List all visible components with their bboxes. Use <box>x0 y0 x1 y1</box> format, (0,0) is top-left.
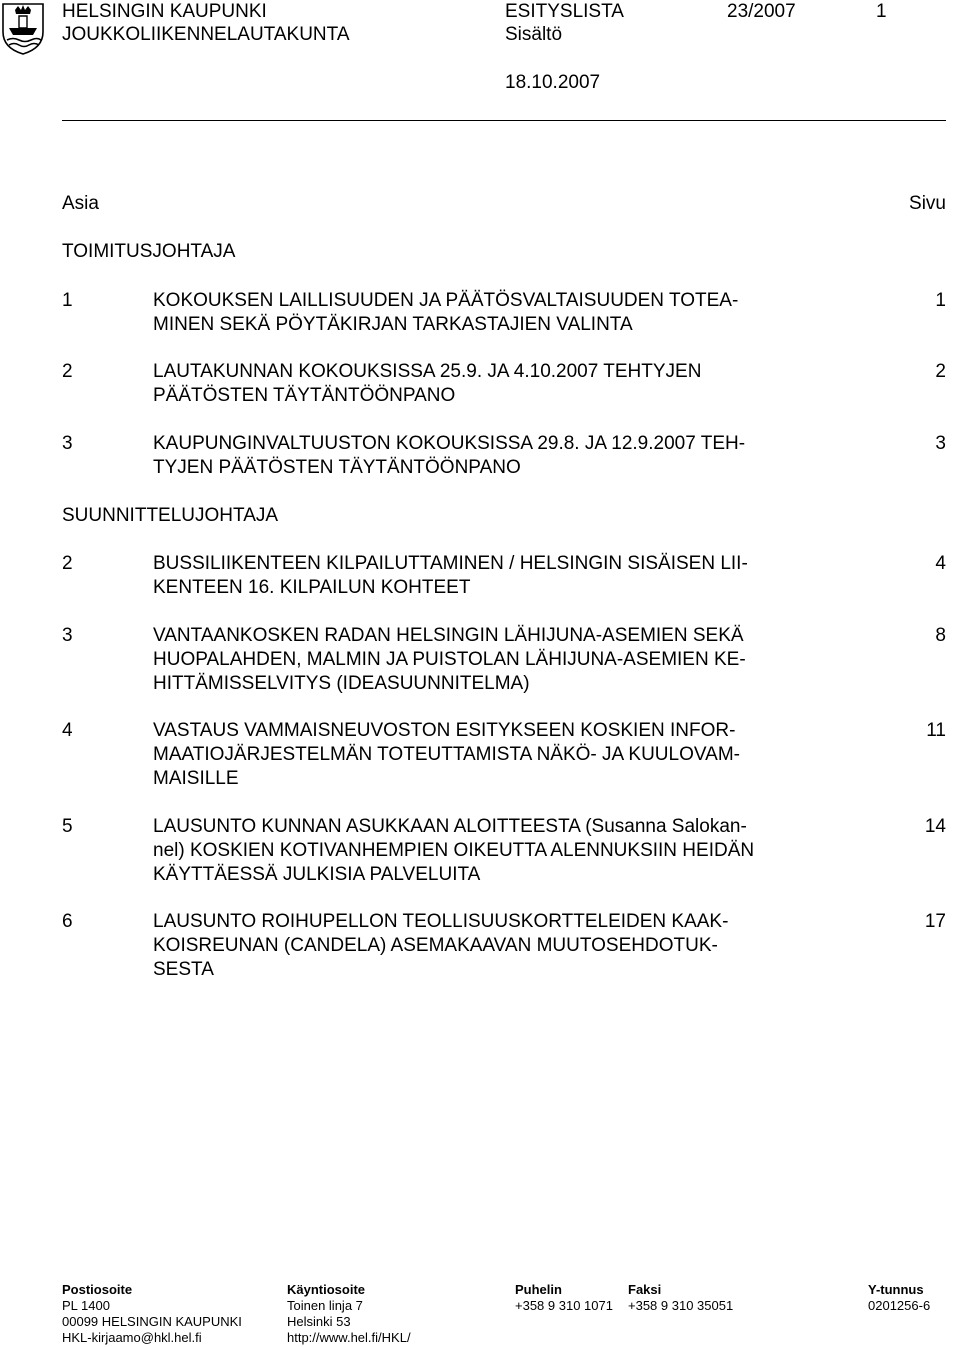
column-heading-page: Sivu <box>909 193 946 214</box>
item-title-line: PÄÄTÖSTEN TÄYTÄNTÖÖNPANO <box>153 385 456 406</box>
item-number: 4 <box>62 720 73 741</box>
item-title-line: LAUSUNTO ROIHUPELLON TEOLLISUUSKORTTELEIDEN KAAK- <box>153 911 729 932</box>
item-title-line: BUSSILIIKENTEEN KILPAILUTTAMINEN / HELSINGIN SISÄISEN LII- <box>153 553 748 574</box>
item-title <box>153 289 738 337</box>
item-title-line: MINEN SEKÄ PÖYTÄKIRJAN TARKASTAJIEN VALINTA <box>153 314 633 335</box>
footer-visiting-street: Toinen linja 7 <box>287 1298 363 1313</box>
item-number: 1 <box>62 290 73 311</box>
item-number: 2 <box>62 361 73 382</box>
item-page: 11 <box>926 720 946 741</box>
item-title-line: MAISILLE <box>153 768 239 789</box>
footer-visiting-label: Käyntiosoite <box>287 1282 366 1297</box>
item-title-line: VASTAUS VAMMAISNEUVOSTON ESITYKSEEN KOSKIEN INFOR- <box>153 720 736 741</box>
item-page: 1 <box>935 290 946 311</box>
footer-business-id: 0201256-6 <box>868 1298 931 1313</box>
item-page: 3 <box>935 433 946 454</box>
section-heading: TOIMITUSJOHTAJA <box>62 241 236 262</box>
item-number: 5 <box>62 816 73 837</box>
footer-phone-label: Puhelin <box>515 1282 562 1297</box>
item-title-line: SESTA <box>153 959 214 980</box>
item-page: 2 <box>935 361 946 382</box>
footer-email: HKL-kirjaamo@hkl.hel.fi <box>62 1330 202 1345</box>
item-number: 3 <box>62 433 73 454</box>
item-title <box>153 815 754 887</box>
item-page: 17 <box>924 911 946 932</box>
footer-business-id-label: Y-tunnus <box>868 1282 924 1297</box>
item-title-line: MAATIOJÄRJESTELMÄN TOTEUTTAMISTA NÄKÖ- JA KUULOVAM- <box>153 744 740 765</box>
item-number: 6 <box>62 911 73 932</box>
section-heading: SUUNNITTELUJOHTAJA <box>62 505 279 526</box>
doc-subtitle: Sisältö <box>505 24 563 45</box>
footer-postal-code: 00099 HELSINGIN KAUPUNKI <box>62 1314 242 1329</box>
item-title-line: TYJEN PÄÄTÖSTEN TÄYTÄNTÖÖNPANO <box>153 457 521 478</box>
item-title-line: HITTÄMISSELVITYS (IDEASUUNNITELMA) <box>153 673 530 694</box>
helsinki-crest-logo <box>1 2 45 56</box>
footer-visiting-city: Helsinki 53 <box>287 1314 351 1329</box>
item-title-line: KAUPUNGINVALTUUSTON KOKOUKSISSA 29.8. JA 12.9.2007 TEH- <box>153 433 746 454</box>
footer-postal-box: PL 1400 <box>62 1298 110 1313</box>
doc-type: ESITYSLISTA <box>505 1 624 22</box>
header-divider <box>62 120 946 121</box>
item-title <box>153 360 701 408</box>
item-page: 4 <box>935 553 946 574</box>
item-title-line: nel) KOSKIEN KOTIVANHEMPIEN OIKEUTTA ALENNUKSIIN HEIDÄN <box>153 840 755 861</box>
footer-phone: +358 9 310 1071 <box>515 1298 613 1313</box>
footer-website: http://www.hel.fi/HKL/ <box>287 1330 411 1345</box>
item-number: 3 <box>62 625 73 646</box>
item-page: 14 <box>924 816 946 837</box>
item-title-line: KÄYTTÄESSÄ JULKISIA PALVELUITA <box>153 864 481 885</box>
doc-date: 18.10.2007 <box>505 72 601 93</box>
item-title-line: LAUSUNTO KUNNAN ASUKKAAN ALOITTEESTA (Susanna Salokan- <box>153 816 747 837</box>
item-title <box>153 624 746 696</box>
item-title-line: KOKOUKSEN LAILLISUUDEN JA PÄÄTÖSVALTAISUUDEN TOTEA- <box>153 290 739 311</box>
org-unit: JOUKKOLIIKENNELAUTAKUNTA <box>62 24 350 45</box>
footer-fax: +358 9 310 35051 <box>628 1298 734 1313</box>
org-name: HELSINGIN KAUPUNKI <box>62 1 267 22</box>
footer-postal-label: Postiosoite <box>62 1282 133 1297</box>
column-heading-subject: Asia <box>62 193 99 214</box>
item-page: 8 <box>935 625 946 646</box>
item-title-line: VANTAANKOSKEN RADAN HELSINGIN LÄHIJUNA-ASEMIEN SEKÄ <box>153 625 744 646</box>
header-page-number: 1 <box>876 1 887 22</box>
item-title-line: KOISREUNAN (CANDELA) ASEMAKAAVAN MUUTOSEHDOTUK- <box>153 935 718 956</box>
item-title <box>153 552 748 600</box>
item-title <box>153 910 728 982</box>
item-number: 2 <box>62 553 73 574</box>
footer-fax-label: Faksi <box>628 1282 662 1297</box>
item-title <box>153 719 740 791</box>
item-title-line: LAUTAKUNNAN KOKOUKSISSA 25.9. JA 4.10.2007 TEHTYJEN <box>153 361 702 382</box>
doc-number: 23/2007 <box>727 1 796 22</box>
item-title-line: HUOPALAHDEN, MALMIN JA PUISTOLAN LÄHIJUNA-ASEMIEN KE- <box>153 649 746 670</box>
item-title-line: KENTEEN 16. KILPAILUN KOHTEET <box>153 577 471 598</box>
item-title <box>153 432 745 480</box>
